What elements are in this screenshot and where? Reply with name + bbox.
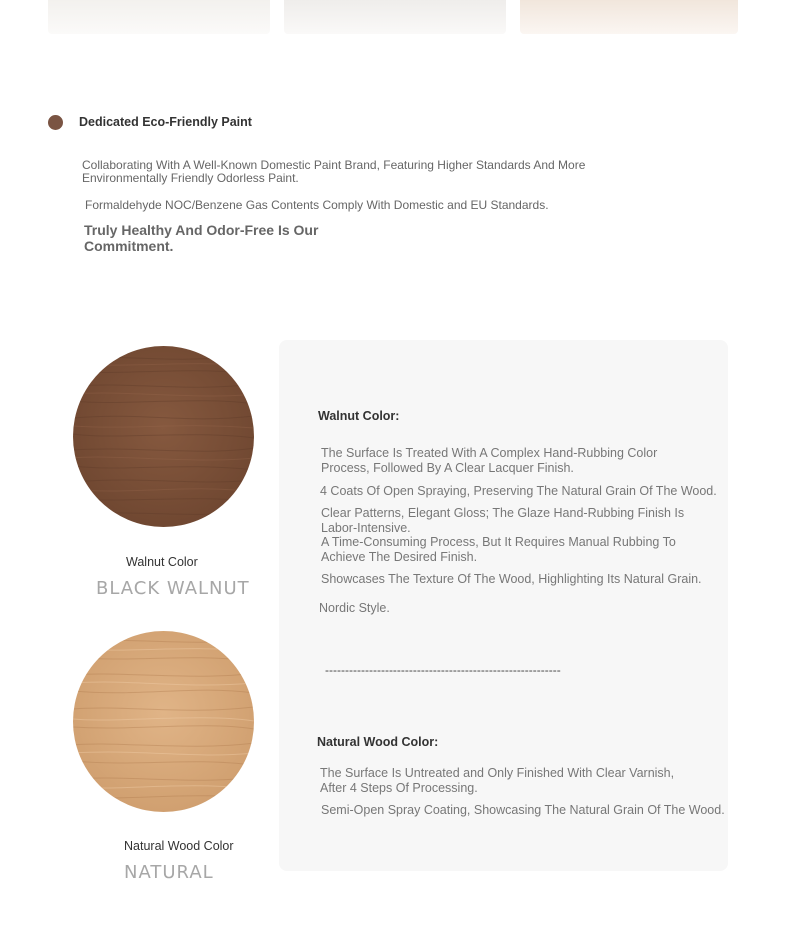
bullet-dot-icon <box>48 115 63 130</box>
natural-heading: Natural Wood Color: <box>317 735 439 749</box>
walnut-line-4: A Time-Consuming Process, But It Requires Manual Rubbing To Achieve The Desired Finish. <box>321 535 676 564</box>
walnut-color-label: Walnut Color <box>126 555 198 569</box>
walnut-line-1: The Surface Is Treated With A Complex Hand-Rubbing Color Process, Followed By A Clear Lacquer Finish. <box>321 446 658 475</box>
natural-wood-swatch-icon <box>73 631 254 812</box>
walnut-line-6: Nordic Style. <box>319 601 390 615</box>
section-title: Dedicated Eco-Friendly Paint <box>79 115 252 129</box>
walnut-heading: Walnut Color: <box>318 409 400 423</box>
natural-line-2: Semi-Open Spray Coating, Showcasing The Natural Grain Of The Wood. <box>321 803 725 817</box>
commitment-statement: Truly Healthy And Odor-Free Is Our Commitment. <box>84 222 319 254</box>
walnut-wood-swatch-icon <box>73 346 254 527</box>
natural-line-1: The Surface Is Untreated and Only Finished With Clear Varnish, After 4 Steps Of Processing. <box>320 766 675 795</box>
walnut-line-3: Clear Patterns, Elegant Gloss; The Glaze Hand-Rubbing Finish Is Labor-Intensive. <box>321 506 685 535</box>
product-image-3 <box>520 0 738 34</box>
walnut-line-2: 4 Coats Of Open Spraying, Preserving The Natural Grain Of The Wood. <box>320 484 717 498</box>
walnut-line-5: Showcases The Texture Of The Wood, Highlighting Its Natural Grain. <box>321 572 702 586</box>
natural-color-label: Natural Wood Color <box>124 839 234 853</box>
dashed-divider: ----------------------------------------------------------- <box>325 663 561 677</box>
product-image-1 <box>48 0 270 34</box>
product-image-strip <box>48 0 738 34</box>
walnut-tag: BLACK WALNUT <box>96 578 250 599</box>
natural-tag: NATURAL <box>124 862 214 883</box>
product-image-2 <box>284 0 506 34</box>
standards-note: Formaldehyde NOC/Benzene Gas Contents Comply With Domestic and EU Standards. <box>85 198 549 212</box>
paint-description: Collaborating With A Well-Known Domestic Paint Brand, Featuring Higher Standards And More Environmentally Friendly Odorless Paint. <box>82 158 586 185</box>
